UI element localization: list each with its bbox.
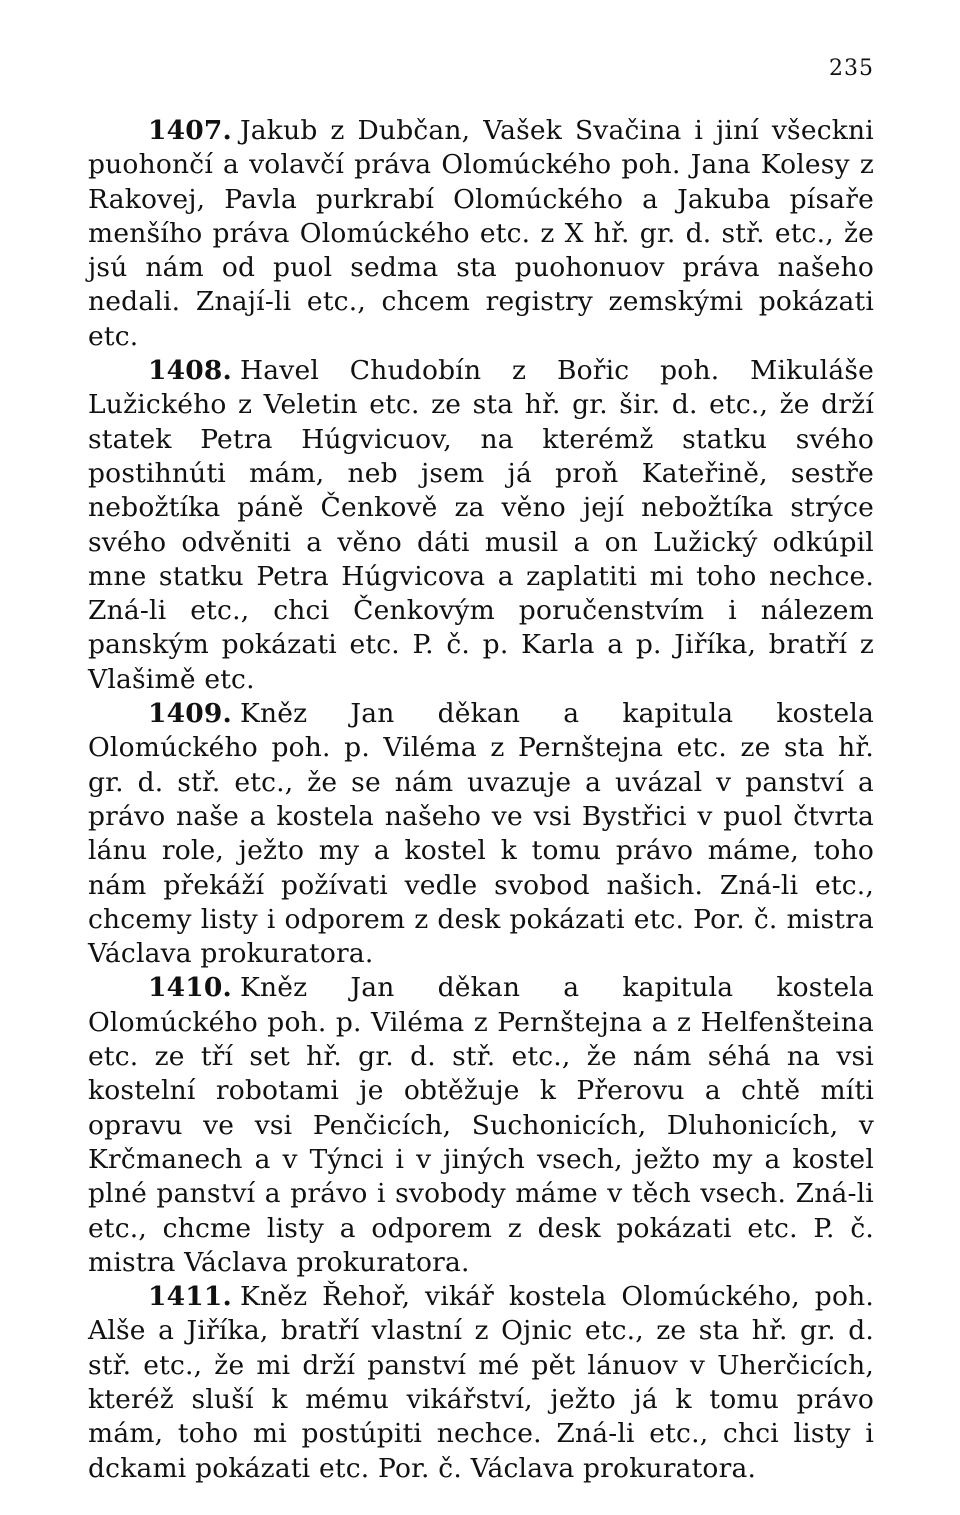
entry-1410 xyxy=(88,971,874,1280)
entries-list xyxy=(88,114,874,1486)
entry-text: Jakub z Dubčan, Vašek Svačina i jiní všeckni puohončí a volavčí práva Olomúckého poh. Jana Kolesy z Rakovej, Pavla purkrabí Olomúckého a Jakuba písaře menšího práva Olomúckého etc. z X hř. gr. d. stř. etc., že jsú nám od puol sedma sta puohonuov práva našeho nedali. Znají-li etc., chcem registry zemskými pokázati etc. xyxy=(88,115,874,352)
entry-number: 1410. xyxy=(148,972,232,1004)
entry-1411 xyxy=(88,1280,874,1486)
entry-text: Havel Chudobín z Bořic poh. Mikuláše Lužického z Veletin etc. ze sta hř. gr. šir. d. etc., že drží statek Petra Húgvicuov, na kterémž statku svého postihnúti mám, neb jsem já proň Kateřině, sestře nebožtíka páně Čenkově za věno její nebožtíka strýce svého odvěniti a věno dáti musil a on Lužický odkúpil mne statku Petra Húgvicova a zaplatiti mi toho nechce. Zná-li etc., chci Čenkovým poručenstvím i nálezem panským pokázati etc. P. č. p. Karla a p. Jiříka, bratří z Vlašimě etc. xyxy=(88,355,874,695)
entry-text: Kněz Řehoř, vikář kostela Olomúckého, poh. Alše a Jiříka, bratří vlastní z Ojnic etc., ze sta hř. gr. d. stř. etc., že mi drží panství mé pět lánuov v Uherčicích, kteréž sluší k mému vikářství, ježto já k tomu právo mám, toho mi postúpiti nechce. Zná-li etc., chci listy i dckami pokázati etc. Por. č. Václava prokuratora. xyxy=(88,1281,874,1484)
entry-number: 1408. xyxy=(148,355,232,387)
page-number: 235 xyxy=(829,56,874,81)
entry-1408 xyxy=(88,354,874,697)
entry-number: 1409. xyxy=(148,698,232,730)
entry-text: Kněz Jan děkan a kapitula kostela Olomúckého poh. p. Viléma z Pernštejna a z Helfenšteina etc. ze tří set hř. gr. d. stř. etc., že nám séhá na vsi kostelní robotami je obtěžuje k Přerovu a chtě míti opravu ve vsi Penčicích, Suchonicích, Dluhonicích, v Krčmanech a v Týnci i v jiných vsech, ježto my a kostel plné panství a právo i svobody máme v těch vsech. Zná-li etc., chcme listy a odporem z desk pokázati etc. P. č. mistra Václava prokuratora. xyxy=(88,972,874,1278)
entry-number: 1407. xyxy=(148,115,232,146)
entry-text: Kněz Jan děkan a kapitula kostela Olomúckého poh. p. Viléma z Pernštejna etc. ze sta hř. gr. d. stř. etc., že se nám uvazuje a uvázal v panství a právo naše a kostela našeho ve vsi Bystřici v puol čtvrta lánu role, ježto my a kostel k tomu právo máme, toho nám překáží požívati vedle svobod našich. Zná-li etc., chcemy listy i odporem z desk pokázati etc. Por. č. mistra Václava prokuratora. xyxy=(88,698,874,970)
entry-1409 xyxy=(88,697,874,971)
entry-number: 1411. xyxy=(148,1281,232,1313)
entry-1407 xyxy=(88,114,874,354)
